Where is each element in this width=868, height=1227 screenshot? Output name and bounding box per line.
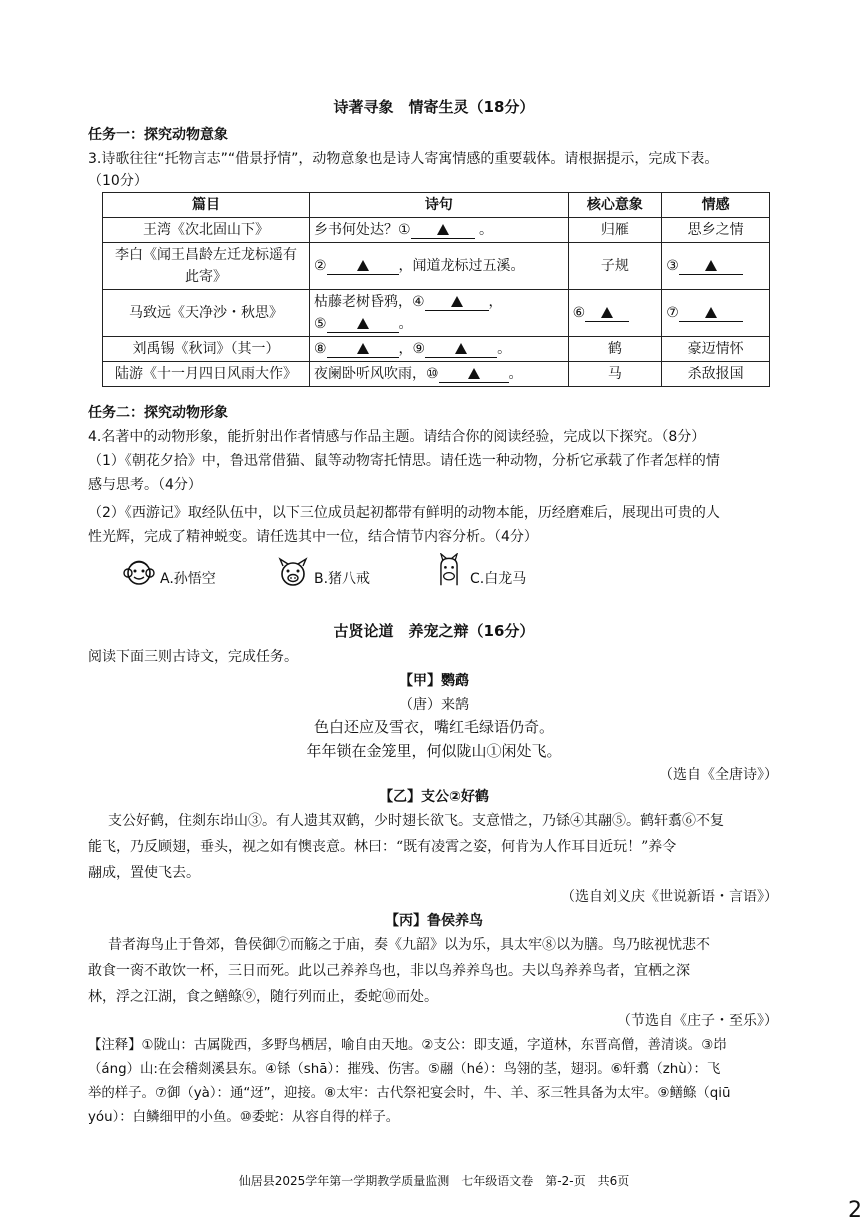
answer-blank[interactable] (679, 305, 743, 322)
triangle-icon (451, 296, 463, 307)
triangle-icon (357, 343, 369, 354)
question-4-1-text: （1）《朝花夕拾》中，鲁迅常借猫、鼠等动物寄托情思。请任选一种动物，分析它承载了作者怎样的情 (88, 453, 720, 469)
triangle-icon (705, 307, 717, 318)
work-cell: 刘禹锡《秋词》（其一） (103, 337, 310, 362)
monkey-icon (122, 556, 156, 590)
answer-blank[interactable] (327, 316, 399, 333)
triangle-icon (468, 368, 480, 379)
emotion-cell: 思乡之情 (662, 218, 770, 243)
triangle-icon (705, 260, 717, 271)
passage-bing-line: 林，浮之江湖，食之鳝鲦⑨，随行列而止，委蛇⑩而处。 (88, 989, 438, 1005)
page-footer: 仙居县2025学年第一学期教学质量监测 七年级语文卷 第-2-页 共6页 (238, 1174, 630, 1188)
question-4-text: 4.名著中的动物形象，能折射出作者情感与作品主题。请结合你的阅读经验，完成以下探究。（8分） (88, 429, 706, 445)
verse-cell: ② ，闻道龙标过五溪。 (309, 243, 568, 290)
verse-cell: ⑧ ，⑨ 。 (309, 337, 568, 362)
work-cell: 李白《闻王昌龄左迁龙标遥有 此寄》 (103, 243, 310, 290)
work-cell: 马致远《天净沙・秋思》 (103, 290, 310, 337)
horse-icon (432, 553, 466, 587)
reading-intro: 阅读下面三则古诗文，完成任务。 (88, 649, 298, 665)
page-number: 2 (848, 1198, 862, 1223)
image-cell: 子规 (568, 243, 662, 290)
triangle-icon (455, 343, 467, 354)
option-c-label: C.白龙马 (470, 571, 527, 587)
answer-blank[interactable] (411, 222, 475, 239)
answer-blank[interactable] (679, 258, 743, 275)
passage-bing-title: 【丙】鲁侯养鸟 (385, 913, 483, 929)
table-header: 篇目 (103, 193, 310, 218)
answer-blank[interactable] (439, 366, 509, 383)
pig-icon (276, 556, 310, 590)
emotion-cell: ⑦ (662, 290, 770, 337)
passage-yi-line: 翮成，置使飞去。 (88, 865, 200, 881)
passage-yi-source: （选自刘义庆《世说新语・言语》） (561, 889, 778, 905)
annotation-line: 举的样子。⑦御（yà）：通“迓”，迎接。⑧太牢：古代祭祀宴会时，牛、羊、豕三牲具备为太牢。⑨鳝鲦（qiū (88, 1086, 731, 1101)
passage-yi-line: 支公好鹤，住剡东岇山③。有人遗其双鹤，少时翅长欲飞。支意惜之，乃铩④其翮⑤。鹤轩翥⑥不复 (108, 813, 724, 829)
verse-cell: 夜阑卧听风吹雨，⑩ 。 (309, 362, 568, 387)
table-header: 情感 (662, 193, 770, 218)
emotion-cell: 杀敌报国 (662, 362, 770, 387)
triangle-icon (357, 318, 369, 329)
answer-blank[interactable] (327, 341, 399, 358)
passage-yi-title: 【乙】支公②好鹤 (379, 789, 489, 805)
triangle-icon (601, 307, 613, 318)
image-cell: 归雁 (568, 218, 662, 243)
question-4-2-text-cont: 性光辉，完成了精神蜕变。请任选其中一位，结合情节内容分析。（4分） (88, 529, 538, 545)
work-cell: 王湾《次北固山下》 (103, 218, 310, 243)
passage-yi-line: 能飞，乃反顾翅，垂头，视之如有懊丧意。林曰：“既有凌霄之姿，何肯为人作耳目近玩！”养令 (88, 839, 677, 855)
annotation-line: （áng）山:在会稽剡溪县东。④铩（shā）：摧残、伤害。⑤翮（hé）：鸟翎的茎，翅羽。⑥轩翥（zhù）：飞 (88, 1062, 721, 1077)
triangle-icon (437, 224, 449, 235)
passage-jia-line: 色白还应及雪衣，嘴红毛绿语仍奇。 (313, 718, 554, 736)
passage-jia-line: 年年锁在金笼里，何似陇山①闲处飞。 (306, 742, 562, 760)
task1-title: 任务一：探究动物意象 (88, 127, 228, 143)
question-3-score: （10分） (88, 173, 148, 189)
answer-blank[interactable] (425, 341, 497, 358)
table-row (103, 290, 770, 337)
section-title-classics: 古贤论道 养宠之辩（16分） (333, 622, 535, 640)
table-header: 诗句 (309, 193, 568, 218)
table-row (103, 243, 770, 290)
emotion-cell: ③ (662, 243, 770, 290)
image-cell: 鹤 (568, 337, 662, 362)
verse-cell: 乡书何处达？① 。 (309, 218, 568, 243)
triangle-icon (357, 260, 369, 271)
verse-cell: 枯藤老树昏鸦，④ ， ⑤ 。 (309, 290, 568, 337)
passage-bing-line: 昔者海鸟止于鲁郊，鲁侯御⑦而觞之于庙，奏《九韶》以为乐，具太牢⑧以为膳。鸟乃眩视忧悲不 (108, 937, 710, 953)
poem-table (102, 192, 770, 387)
image-cell: ⑥ (568, 290, 662, 337)
passage-jia-source: （选自《全唐诗》） (659, 767, 778, 783)
passage-jia-author: （唐）来鹄 (399, 697, 469, 713)
passage-bing-source: （节选自《庄子・至乐》） (617, 1013, 778, 1029)
question-3-text: 3.诗歌往往“托物言志”“借景抒情”，动物意象也是诗人寄寓情感的重要载体。请根据提示，完成下表。 (88, 151, 719, 167)
table-row (103, 337, 770, 362)
table-header: 核心意象 (568, 193, 662, 218)
answer-blank[interactable] (327, 258, 399, 275)
question-4-2-text: （2）《西游记》取经队伍中，以下三位成员起初都带有鲜明的动物本能，历经磨难后，展现出可贵的人 (88, 505, 720, 521)
answer-blank[interactable] (425, 294, 489, 311)
answer-blank[interactable] (585, 305, 629, 322)
option-a-label: A.孙悟空 (160, 571, 216, 587)
image-cell: 马 (568, 362, 662, 387)
passage-bing-line: 敢食一脔不敢饮一杯，三日而死。此以己养养鸟也，非以鸟养养鸟也。夫以鸟养养鸟者，宜栖之深 (88, 963, 690, 979)
table-row (103, 362, 770, 387)
annotation-line: 【注释】①陇山：古属陇西，多野鸟栖居，喻自由天地。②支公：即支遁，字道林，东晋高僧，善清谈。③岇 (88, 1038, 727, 1053)
table-header-row (103, 193, 770, 218)
task2-title: 任务二：探究动物形象 (88, 405, 228, 421)
emotion-cell: 豪迈情怀 (662, 337, 770, 362)
section-title-poetry: 诗著寻象 情寄生灵（18分） (333, 98, 535, 116)
work-cell: 陆游《十一月四日风雨大作》 (103, 362, 310, 387)
annotation-line: yóu）：白鳞细甲的小鱼。⑩委蛇：从容自得的样子。 (88, 1110, 400, 1125)
question-4-1-text-cont: 感与思考。（4分） (88, 477, 202, 493)
table-row (103, 218, 770, 243)
passage-jia-title: 【甲】鹦鹉 (399, 673, 469, 689)
option-b-label: B.猪八戒 (314, 571, 371, 587)
